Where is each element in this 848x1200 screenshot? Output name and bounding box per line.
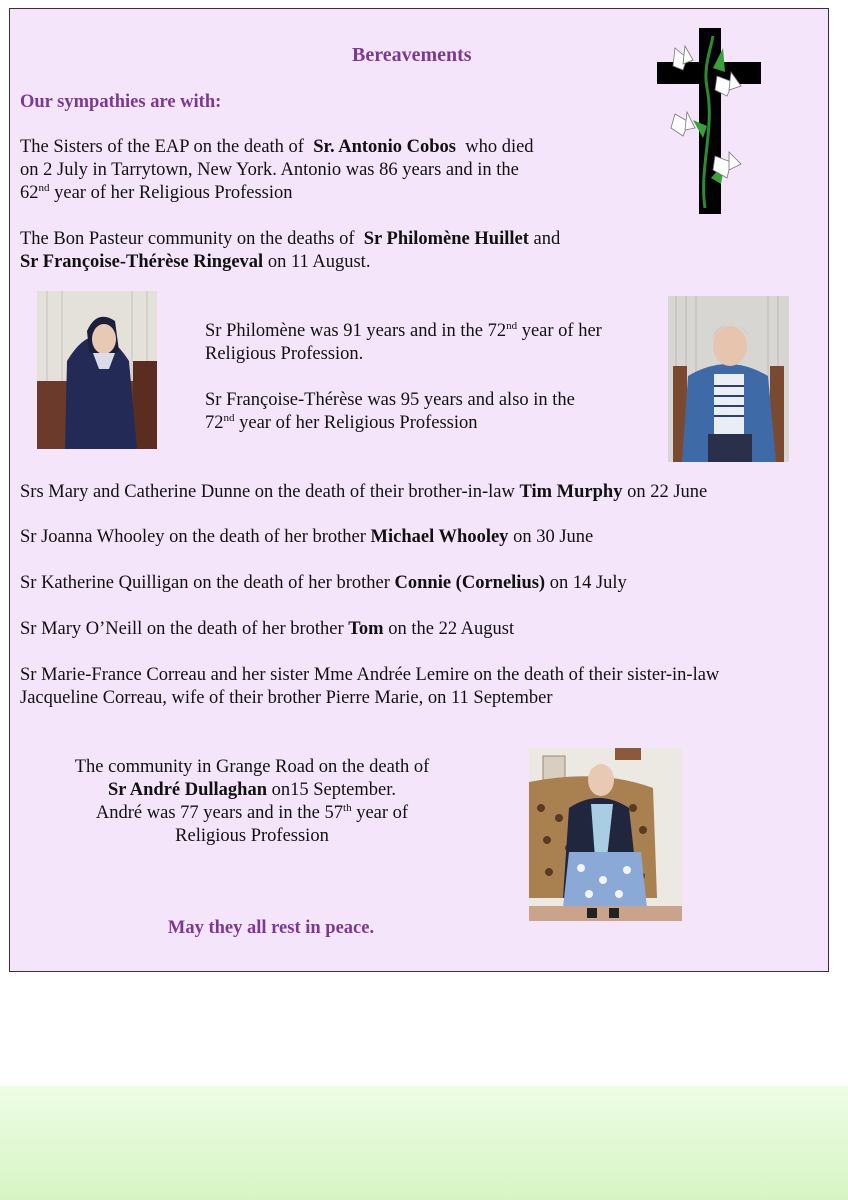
entry-grange-road-line4: Religious Profession	[175, 826, 329, 846]
photo-sr-andre	[529, 748, 682, 921]
photo-sr-philomene	[37, 291, 157, 449]
subtitle: Our sympathies are with:	[20, 92, 222, 112]
entry-eap: The Sisters of the EAP on the death of Sr. Antonio Cobos who died	[20, 137, 534, 157]
cross-with-lilies-image	[655, 28, 763, 214]
entry-dunne: Srs Mary and Catherine Dunne on the death of their brother-in-law Tim Murphy on 22 June	[20, 482, 708, 502]
philomene-text-line2: Religious Profession.	[205, 344, 364, 364]
entry-quilligan: Sr Katherine Quilligan on the death of her brother Connie (Cornelius) on 14 July	[20, 573, 627, 593]
page-title: Bereavements	[352, 44, 472, 66]
entry-grange-road-line2: Sr André Dullaghan on15 September.	[108, 780, 396, 800]
entry-correau-line2: Jacqueline Correau, wife of their brother Pierre Marie, on 11 September	[20, 688, 553, 708]
entry-bon-pasteur: The Bon Pasteur community on the deaths of Sr Philomène Huillet and	[20, 229, 561, 249]
entry-oneill: Sr Mary O’Neill on the death of her brother Tom on the 22 August	[20, 619, 515, 639]
philomene-text: Sr Philomène was 91 years and in the 72nd year of her	[205, 319, 602, 341]
francoise-text: Sr Françoise-Thérèse was 95 years and also in the	[205, 390, 575, 410]
closing-line: May they all rest in peace.	[167, 918, 375, 938]
francoise-text-line2: 72nd year of her Religious Profession	[205, 411, 478, 433]
entry-whooley: Sr Joanna Whooley on the death of her brother Michael Whooley on 30 June	[20, 527, 594, 547]
entry-eap-line3: 62nd year of her Religious Profession	[20, 181, 293, 203]
photo-sr-francoise-therese	[668, 296, 789, 462]
entry-eap-line2: on 2 July in Tarrytown, New York. Antonio was 86 years and in the	[20, 160, 519, 180]
entry-grange-road-line3: André was 77 years and in the 57th year of	[95, 801, 409, 823]
entry-correau: Sr Marie-France Correau and her sister Mme Andrée Lemire on the death of their sister-in-law	[20, 665, 720, 685]
entry-bon-pasteur-line2: Sr Françoise-Thérèse Ringeval on 11 August.	[20, 252, 371, 272]
entry-grange-road: The community in Grange Road on the death of	[74, 757, 430, 777]
footer-band	[0, 1086, 848, 1200]
